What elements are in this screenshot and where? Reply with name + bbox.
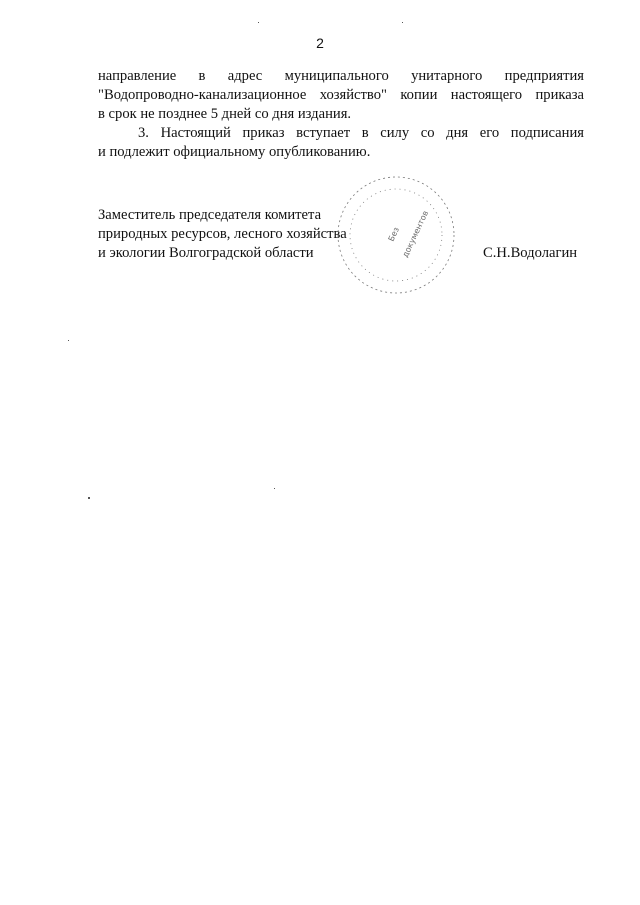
signer-position-line: и экологии Волгоградской области	[98, 245, 314, 261]
paragraph-line: "Водопроводно-канализационное хозяйство" копии настоящего приказа	[98, 87, 584, 103]
signer-position-line: природных ресурсов, лесного хозяйства	[98, 226, 347, 242]
scan-speck	[274, 488, 275, 489]
paragraph-3-line: и подлежит официальному опубликованию.	[98, 144, 371, 160]
stamp-icon	[333, 172, 459, 298]
paragraph-line: направление в адрес муниципального унитарного предприятия	[98, 68, 584, 84]
body-text	[98, 67, 584, 162]
paragraph-line: в срок не позднее 5 дней со дня издания.	[98, 106, 352, 122]
scan-speck	[88, 497, 90, 499]
page-number: 2	[316, 35, 324, 51]
stamp-text: документов	[400, 209, 431, 259]
signer-position	[98, 206, 347, 263]
signer-position-line: Заместитель председателя комитета	[98, 207, 322, 223]
signer-name: С.Н.Водолагин	[483, 245, 578, 261]
scan-speck	[402, 22, 403, 23]
scan-speck	[68, 340, 69, 341]
stamp-text: Без	[386, 225, 402, 243]
scan-speck	[258, 22, 259, 23]
paragraph-3-line: 3. Настоящий приказ вступает в силу со дня его подписания	[138, 125, 584, 141]
